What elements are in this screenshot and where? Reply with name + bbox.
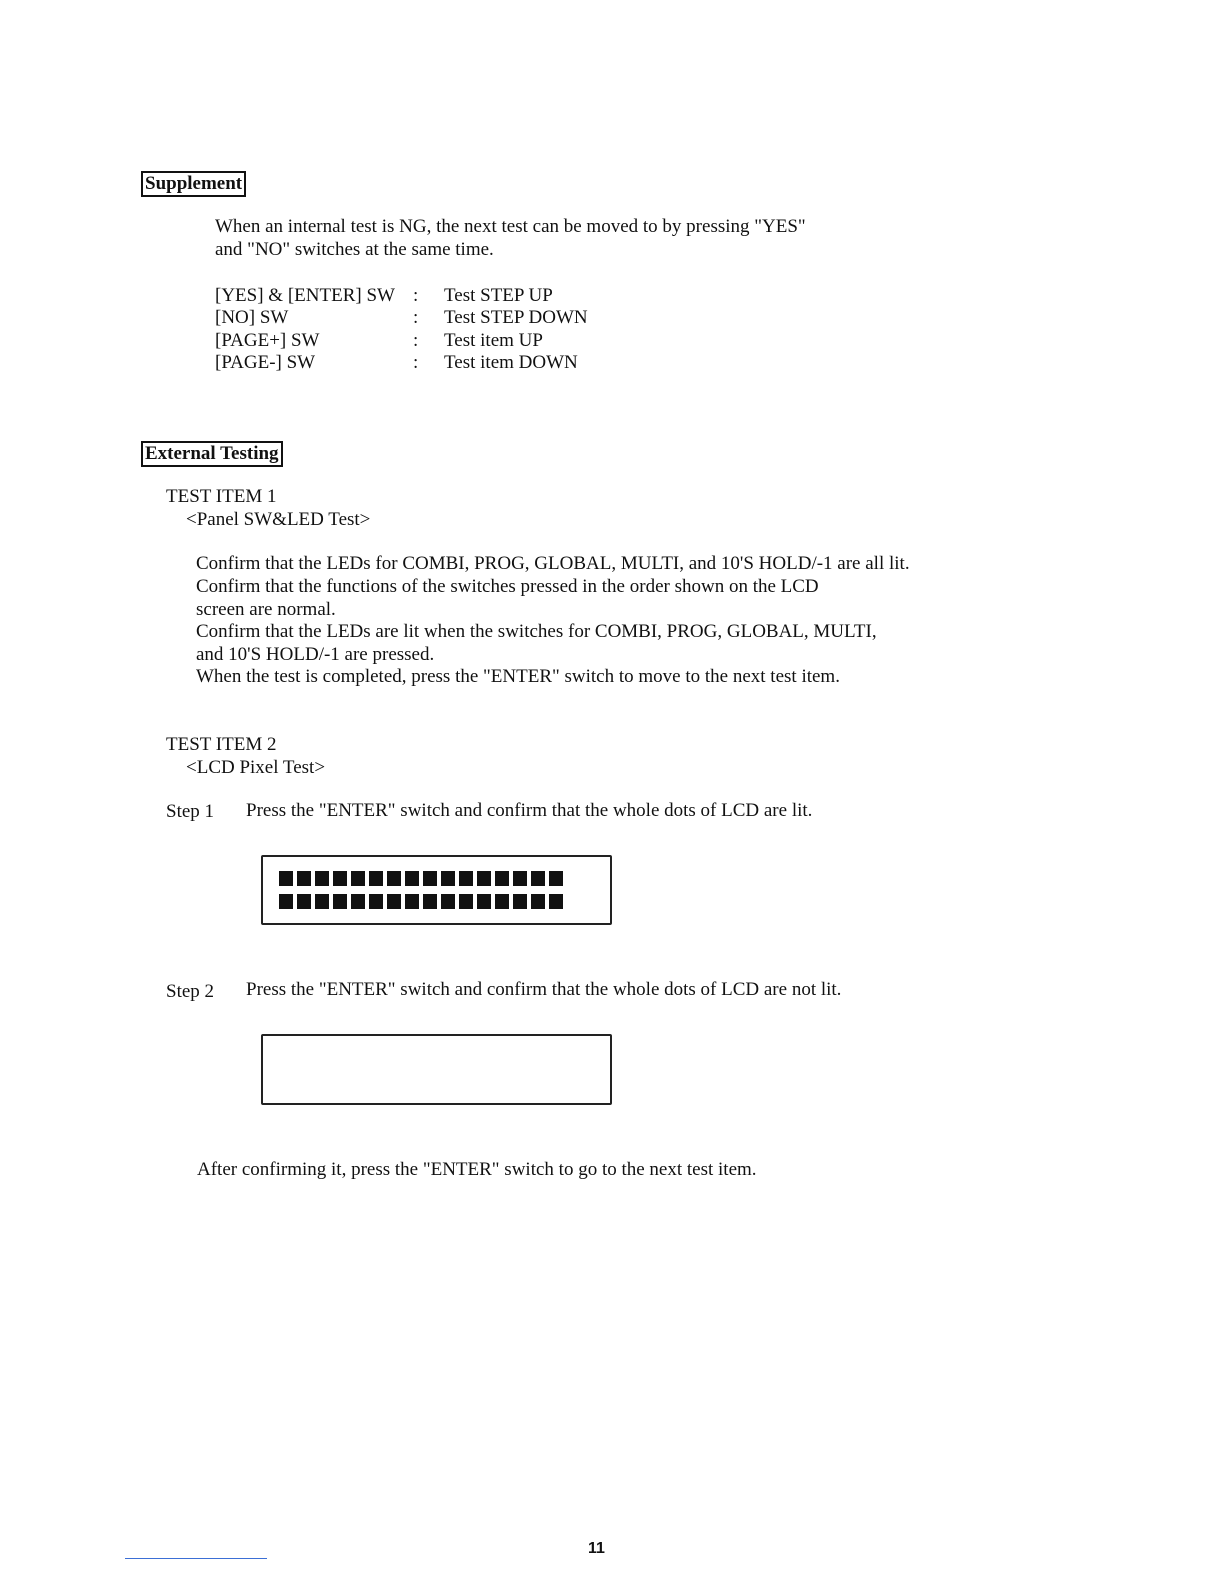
- step-1-label: Step 1: [166, 801, 215, 822]
- lcd-cell: [495, 871, 509, 886]
- lcd-cell: [387, 894, 401, 909]
- lcd-cell: [369, 894, 383, 909]
- supplement-heading: Supplement: [141, 171, 246, 197]
- lcd-cell: [351, 871, 365, 886]
- lcd-cell: [549, 894, 563, 909]
- test-item-1-line: and 10'S HOLD/-1 are pressed.: [196, 644, 435, 665]
- lcd-cell: [441, 894, 455, 909]
- lcd-cell: [315, 871, 329, 886]
- lcd-cell: [531, 871, 545, 886]
- test-item-1-line: Confirm that the functions of the switches pressed in the order shown on the LCD: [196, 576, 819, 597]
- mapping-key: [PAGE+] SW: [215, 330, 320, 351]
- test-item-1-title: TEST ITEM 1: [166, 486, 277, 507]
- test-item-2-title: TEST ITEM 2: [166, 734, 277, 755]
- mapping-row: [215, 306, 635, 329]
- after-confirm-text: After confirming it, press the "ENTER" switch to go to the next test item.: [197, 1159, 757, 1180]
- switch-mapping-table: [215, 284, 635, 376]
- mapping-key: [PAGE-] SW: [215, 352, 316, 373]
- lcd-cell: [297, 894, 311, 909]
- test-item-1-line: screen are normal.: [196, 599, 336, 620]
- lcd-cell: [369, 871, 383, 886]
- lcd-cell: [549, 871, 563, 886]
- supplement-line-2: and "NO" switches at the same time.: [215, 239, 494, 260]
- lcd-cell: [477, 894, 491, 909]
- mapping-separator: :: [413, 352, 419, 373]
- lcd-cell: [297, 871, 311, 886]
- mapping-separator: :: [413, 330, 419, 351]
- mapping-value: Test STEP UP: [444, 285, 553, 306]
- test-item-1-line: When the test is completed, press the "ENTER" switch to move to the next test item.: [196, 666, 840, 687]
- lcd-cell: [477, 871, 491, 886]
- footer-rule: [125, 1558, 267, 1559]
- mapping-key: [NO] SW: [215, 307, 289, 328]
- lcd-cell: [459, 894, 473, 909]
- lcd-cell: [279, 871, 293, 886]
- mapping-value: Test item UP: [444, 330, 543, 351]
- external-testing-heading: External Testing: [141, 441, 283, 467]
- lcd-cell: [531, 894, 545, 909]
- lcd-cell: [405, 894, 419, 909]
- mapping-value: Test STEP DOWN: [444, 307, 588, 328]
- step-2-label: Step 2: [166, 981, 215, 1002]
- test-item-2-subtitle: <LCD Pixel Test>: [186, 757, 326, 778]
- mapping-row: [215, 329, 635, 352]
- lcd-cell: [333, 894, 347, 909]
- mapping-row: [215, 284, 635, 307]
- mapping-separator: :: [413, 285, 419, 306]
- supplement-line-1: When an internal test is NG, the next test can be moved to by pressing "YES": [215, 216, 806, 237]
- lcd-cell: [513, 894, 527, 909]
- lcd-row: [279, 894, 563, 909]
- lcd-cell: [279, 894, 293, 909]
- lcd-cell: [495, 894, 509, 909]
- mapping-row: [215, 351, 635, 374]
- page-number: 11: [588, 1540, 605, 1557]
- lcd-cell: [351, 894, 365, 909]
- lcd-cell: [441, 871, 455, 886]
- mapping-key: [YES] & [ENTER] SW: [215, 285, 395, 306]
- lcd-cell: [459, 871, 473, 886]
- lcd-cell: [333, 871, 347, 886]
- lcd-row: [279, 871, 563, 886]
- lcd-display-unlit: [261, 1034, 612, 1105]
- lcd-cell: [423, 894, 437, 909]
- lcd-cell: [387, 871, 401, 886]
- step-1-text: Press the "ENTER" switch and confirm that the whole dots of LCD are lit.: [246, 800, 813, 821]
- lcd-cell: [513, 871, 527, 886]
- mapping-separator: :: [413, 307, 419, 328]
- lcd-cell: [315, 894, 329, 909]
- mapping-value: Test item DOWN: [444, 352, 578, 373]
- test-item-1-subtitle: <Panel SW&LED Test>: [186, 509, 371, 530]
- lcd-display-lit: [261, 855, 612, 925]
- lcd-cell: [423, 871, 437, 886]
- lcd-cell: [405, 871, 419, 886]
- test-item-1-line: Confirm that the LEDs for COMBI, PROG, GLOBAL, MULTI, and 10'S HOLD/-1 are all lit.: [196, 553, 910, 574]
- step-2-text: Press the "ENTER" switch and confirm that the whole dots of LCD are not lit.: [246, 979, 842, 1000]
- test-item-1-line: Confirm that the LEDs are lit when the switches for COMBI, PROG, GLOBAL, MULTI,: [196, 621, 877, 642]
